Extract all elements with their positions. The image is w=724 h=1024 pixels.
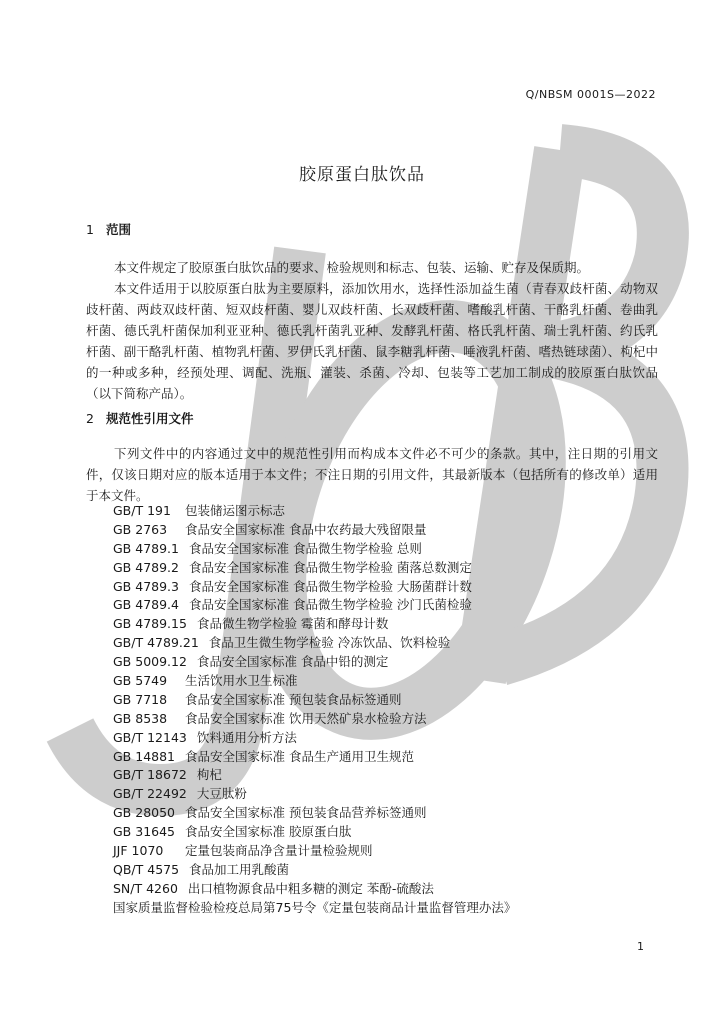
- reference-name: 食品安全国家标准 食品生产通用卫生规范: [185, 748, 414, 764]
- section-heading-normative-references: [86, 409, 194, 427]
- reference-code: QB/T 4575: [113, 861, 180, 877]
- reference-item: [113, 615, 516, 634]
- reference-name: 食品安全国家标准 食品微生物学检验 大肠菌群计数: [188, 578, 472, 594]
- reference-name: 食品加工用乳酸菌: [189, 861, 290, 877]
- section-title: 规范性引用文件: [106, 411, 194, 426]
- reference-name: 食品安全国家标准 食品微生物学检验 总则: [188, 540, 422, 556]
- section-number: 2: [86, 411, 94, 426]
- reference-code: GB 28050: [113, 805, 175, 821]
- reference-code: SN/T 4260: [113, 880, 178, 896]
- reference-name: 食品安全国家标准 食品中铅的测定: [196, 654, 389, 670]
- reference-name: 食品卫生微生物学检验 冷冻饮品、饮料检验: [208, 635, 451, 651]
- reference-code: GB 14881: [113, 748, 175, 764]
- reference-item: [113, 634, 516, 653]
- reference-item: [113, 880, 516, 899]
- reference-name: 定量包装商品净含量计量检验规则: [185, 843, 373, 859]
- reference-code: GB 8538: [113, 710, 168, 726]
- reference-item: [113, 502, 516, 521]
- scope-paragraph-2: 本文件适用于以胶原蛋白肽为主要原料，添加饮用水，选择性添加益生菌（青春双歧杆菌、动物双歧杆菌、两歧双歧杆菌、短双歧杆菌、婴儿双歧杆菌、长双歧杆菌、嗜酸乳杆菌、干酪乳杆菌、卷曲乳杆菌、德氏乳杆菌保加利亚亚种、德氏乳杆菌乳亚种、发酵乳杆菌、格氏乳杆菌、瑞士乳杆菌、约氏乳杆菌、副干酪乳杆菌、植物乳杆菌、罗伊氏乳杆菌、鼠李糖乳杆菌、唾液乳杆菌、嗜热链球菌）、枸杞中的一种或多种，经预处理、调配、洗瓶、灌装、杀菌、冷却、包装等工艺加工制成的胶原蛋白肽饮品（以下简称产品）。: [86, 281, 658, 401]
- reference-item: [113, 729, 516, 748]
- reference-name: 食品安全国家标准 食品微生物学检验 菌落总数测定: [188, 559, 472, 575]
- reference-code: GB 31645: [113, 824, 175, 840]
- reference-code: GB/T 4789.21: [113, 635, 199, 651]
- reference-list: [113, 502, 516, 918]
- reference-code: GB/T 12143: [113, 729, 187, 745]
- reference-name: 饮料通用分析方法: [196, 729, 297, 745]
- reference-code: GB/T 18672: [113, 767, 187, 783]
- section-title: 范围: [106, 222, 132, 237]
- document-code: Q/NBSM 0001S—2022: [525, 88, 656, 101]
- section-heading-scope: [86, 220, 131, 238]
- reference-code: JJF 1070: [113, 843, 164, 859]
- reference-item: [113, 766, 516, 785]
- reference-code: GB 4789.3: [113, 578, 179, 594]
- reference-item: [113, 596, 516, 615]
- reference-item: [113, 578, 516, 597]
- scope-paragraph-1: 本文件规定了胶原蛋白肽饮品的要求、检验规则和标志、包装、运输、贮存及保质期。: [114, 260, 590, 275]
- reference-name: 包装储运图示标志: [185, 503, 286, 518]
- reference-name: 大豆肽粉: [196, 786, 247, 802]
- reference-name: 食品微生物学检验 霉菌和酵母计数: [196, 616, 389, 632]
- reference-name: 枸杞: [196, 767, 222, 783]
- reference-item: [113, 823, 516, 842]
- reference-name: 食品安全国家标准 食品微生物学检验 沙门氏菌检验: [188, 597, 472, 613]
- references-intro-paragraph: 下列文件中的内容通过文中的规范性引用而构成本文件必不可少的条款。其中，注日期的引用文件，仅该日期对应的版本适用于本文件；不注日期的引用文件，其最新版本（包括所有的修改单）适用于本文件。: [86, 446, 658, 503]
- reference-code: GB 5009.12: [113, 654, 187, 670]
- reference-item: [113, 861, 516, 880]
- reference-name: 国家质量监督检验检疫总局第75号令《定量包装商品计量监督管理办法》: [113, 899, 517, 915]
- reference-name: 食品安全国家标准 饮用天然矿泉水检验方法: [185, 710, 427, 726]
- reference-code: GB 4789.15: [113, 616, 187, 632]
- reference-name: 食品安全国家标准 胶原蛋白肽: [185, 824, 352, 840]
- reference-code: GB 4789.2: [113, 559, 179, 575]
- page-number: 1: [637, 940, 644, 953]
- reference-item: [113, 748, 516, 767]
- reference-name: 食品安全国家标准 食品中农药最大残留限量: [185, 521, 427, 537]
- reference-item: [113, 672, 516, 691]
- reference-name: 食品安全国家标准 预包装食品标签通则: [185, 691, 402, 707]
- reference-item: [113, 521, 516, 540]
- reference-code: GB 2763: [113, 521, 168, 537]
- reference-code: GB 4789.4: [113, 597, 179, 613]
- reference-item: [113, 653, 516, 672]
- reference-name: 生活饮用水卫生标准: [185, 673, 298, 689]
- reference-code: GB/T 22492: [113, 786, 187, 802]
- reference-item: [113, 559, 516, 578]
- reference-code: GB 4789.1: [113, 540, 179, 556]
- reference-item: [113, 710, 516, 729]
- reference-item: [113, 691, 516, 710]
- reference-item: [113, 540, 516, 559]
- reference-item: [113, 842, 516, 861]
- reference-item: [113, 785, 516, 804]
- reference-name: 食品安全国家标准 预包装食品营养标签通则: [185, 805, 427, 821]
- reference-code: GB 7718: [113, 691, 168, 707]
- section-number: 1: [86, 222, 94, 237]
- reference-item: [113, 899, 516, 918]
- document-title: 胶原蛋白肽饮品: [299, 165, 425, 185]
- reference-code: GB/T 191: [113, 503, 171, 518]
- reference-item: [113, 804, 516, 823]
- reference-code: GB 5749: [113, 673, 168, 689]
- reference-name: 出口植物源食品中粗多糖的测定 苯酚-硫酸法: [187, 880, 434, 896]
